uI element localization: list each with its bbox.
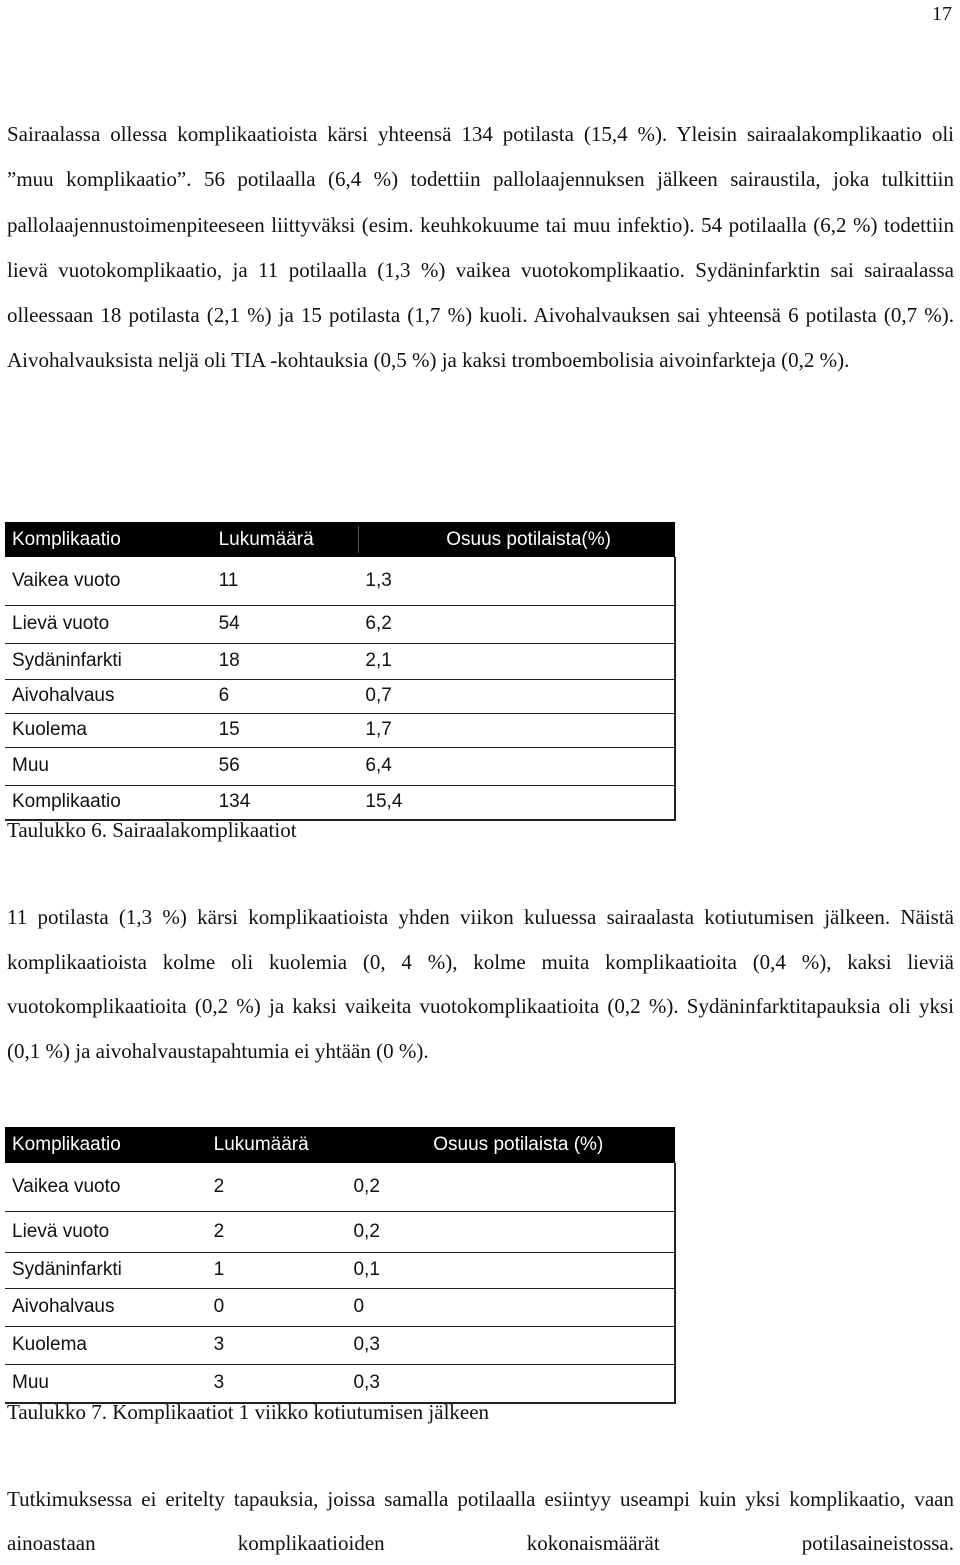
cell-share: 2,1	[358, 643, 439, 679]
cell-empty	[439, 785, 675, 820]
cell-empty	[439, 679, 675, 713]
cell-empty	[439, 557, 675, 605]
cell-count: 18	[212, 643, 359, 679]
cell-count: 56	[212, 747, 359, 785]
paragraph-hospital-complications: Sairaalassa ollessa komplikaatioista kärsi yhteensä 134 potilasta (15,4 %). Yleisin sairaalakomplikaatio oli ”muu komplikaatio”. 56 potilaalla (6,4 %) todettiin pallolaajennuksen jälkeen sairaustila, joka tulkittiin pallolaajennustoimenpiteeseen liittyväksi (esim. keuhkokuume tai muu infektio). 54 potilaalla (6,2 %) todettiin lievä vuotokomplikaatio, ja 11 potilaalla (1,3 %) vaikea vuotokomplikaatio. Sydäninfarktin sai sairaalassa olleessaan 18 potilasta (2,1 %) ja 15 potilasta (1,7 %) kuoli. Aivohalvauksen sai yhteensä 6 potilasta (0,7 %). Aivohalvauksista neljä oli TIA -kohtauksia (0,5 %) ja kaksi tromboembolisia aivoinfarkteja (0,2 %).	[7, 122, 954, 373]
cell-share: 1,3	[358, 557, 439, 605]
cell-empty	[439, 713, 675, 747]
table-row	[5, 679, 675, 713]
cell-count: 6	[212, 679, 359, 713]
cell-complication: Aivohalvaus	[5, 679, 212, 713]
cell-share: 0,3	[346, 1364, 426, 1403]
table-row	[5, 747, 675, 785]
cell-count: 11	[212, 557, 359, 605]
cell-count: 3	[207, 1364, 347, 1403]
cell-complication: Muu	[5, 1364, 207, 1403]
table-row	[5, 785, 675, 820]
cell-count: 0	[207, 1288, 347, 1326]
header-share: Osuus potilaista(%)	[439, 522, 675, 557]
paragraph-note: Tutkimuksessa ei eritelty tapauksia, joissa samalla potilaalla esiintyy useampi kuin yksi komplikaatio, vaan ainoastaan komplikaatioiden kokonaismäärät potilasaineistossa.	[7, 1487, 954, 1555]
table-post-discharge-complications	[5, 1127, 676, 1404]
cell-count: 1	[207, 1252, 347, 1288]
cell-empty	[439, 643, 675, 679]
table-row	[5, 643, 675, 679]
cell-share: 0,2	[346, 1163, 426, 1211]
cell-complication: Vaikea vuoto	[5, 557, 212, 605]
cell-share: 15,4	[358, 785, 439, 820]
cell-empty	[426, 1326, 675, 1364]
table-row	[5, 713, 675, 747]
cell-complication: Aivohalvaus	[5, 1288, 207, 1326]
cell-empty	[439, 747, 675, 785]
header-count: Lukumäärä	[207, 1127, 347, 1163]
header-gap	[346, 1127, 426, 1163]
cell-share: 0,3	[346, 1326, 426, 1364]
cell-share: 0,1	[346, 1252, 426, 1288]
table-caption-6: Taulukko 6. Sairaalakomplikaatiot	[7, 818, 297, 842]
cell-empty	[426, 1211, 675, 1252]
header-gap	[358, 522, 439, 557]
cell-count: 3	[207, 1326, 347, 1364]
table-row	[5, 1163, 675, 1211]
cell-empty	[426, 1288, 675, 1326]
cell-count: 134	[212, 785, 359, 820]
table-row	[5, 605, 675, 643]
table-row	[5, 1288, 675, 1326]
table-header-row	[5, 1127, 675, 1163]
paragraph-post-discharge-complications: 11 potilasta (1,3 %) kärsi komplikaatioista yhden viikon kuluessa sairaalasta kotiutumisen jälkeen. Näistä komplikaatioista kolme oli kuolemia (0, 4 %), kolme muita komplikaatioita (0,4 %), kaksi lieviä vuotokomplikaatioita (0,2 %) ja kaksi vaikeita vuotokomplikaatioita (0,2 %). Sydäninfarktitapauksia oli yksi (0,1 %) ja aivohalvaustapahtumia ei yhtään (0 %).	[7, 905, 954, 1064]
cell-complication: Sydäninfarkti	[5, 1252, 207, 1288]
cell-count: 2	[207, 1211, 347, 1252]
header-complication: Komplikaatio	[5, 1127, 207, 1163]
cell-complication: Sydäninfarkti	[5, 643, 212, 679]
cell-share: 6,2	[358, 605, 439, 643]
cell-count: 54	[212, 605, 359, 643]
cell-complication: Lievä vuoto	[5, 1211, 207, 1252]
table-row	[5, 1326, 675, 1364]
header-count: Lukumäärä	[212, 522, 359, 557]
cell-complication: Kuolema	[5, 1326, 207, 1364]
header-share: Osuus potilaista (%)	[426, 1127, 675, 1163]
cell-complication: Komplikaatio	[5, 785, 212, 820]
cell-share: 0,7	[358, 679, 439, 713]
table-row	[5, 1211, 675, 1252]
header-complication: Komplikaatio	[5, 522, 212, 557]
cell-complication: Kuolema	[5, 713, 212, 747]
cell-share: 1,7	[358, 713, 439, 747]
table-row	[5, 1364, 675, 1403]
page-number: 17	[932, 3, 952, 25]
cell-empty	[426, 1252, 675, 1288]
cell-empty	[426, 1364, 675, 1403]
table-caption-7: Taulukko 7. Komplikaatiot 1 viikko kotiutumisen jälkeen	[7, 1400, 490, 1424]
table-header-row	[5, 522, 675, 557]
table-row	[5, 557, 675, 605]
cell-share: 0,2	[346, 1211, 426, 1252]
table-row	[5, 1252, 675, 1288]
cell-count: 2	[207, 1163, 347, 1211]
table-hospital-complications	[5, 522, 676, 821]
cell-share: 6,4	[358, 747, 439, 785]
cell-empty	[426, 1163, 675, 1211]
cell-complication: Vaikea vuoto	[5, 1163, 207, 1211]
cell-complication: Lievä vuoto	[5, 605, 212, 643]
cell-complication: Muu	[5, 747, 212, 785]
cell-count: 15	[212, 713, 359, 747]
cell-share: 0	[346, 1288, 426, 1326]
cell-empty	[439, 605, 675, 643]
